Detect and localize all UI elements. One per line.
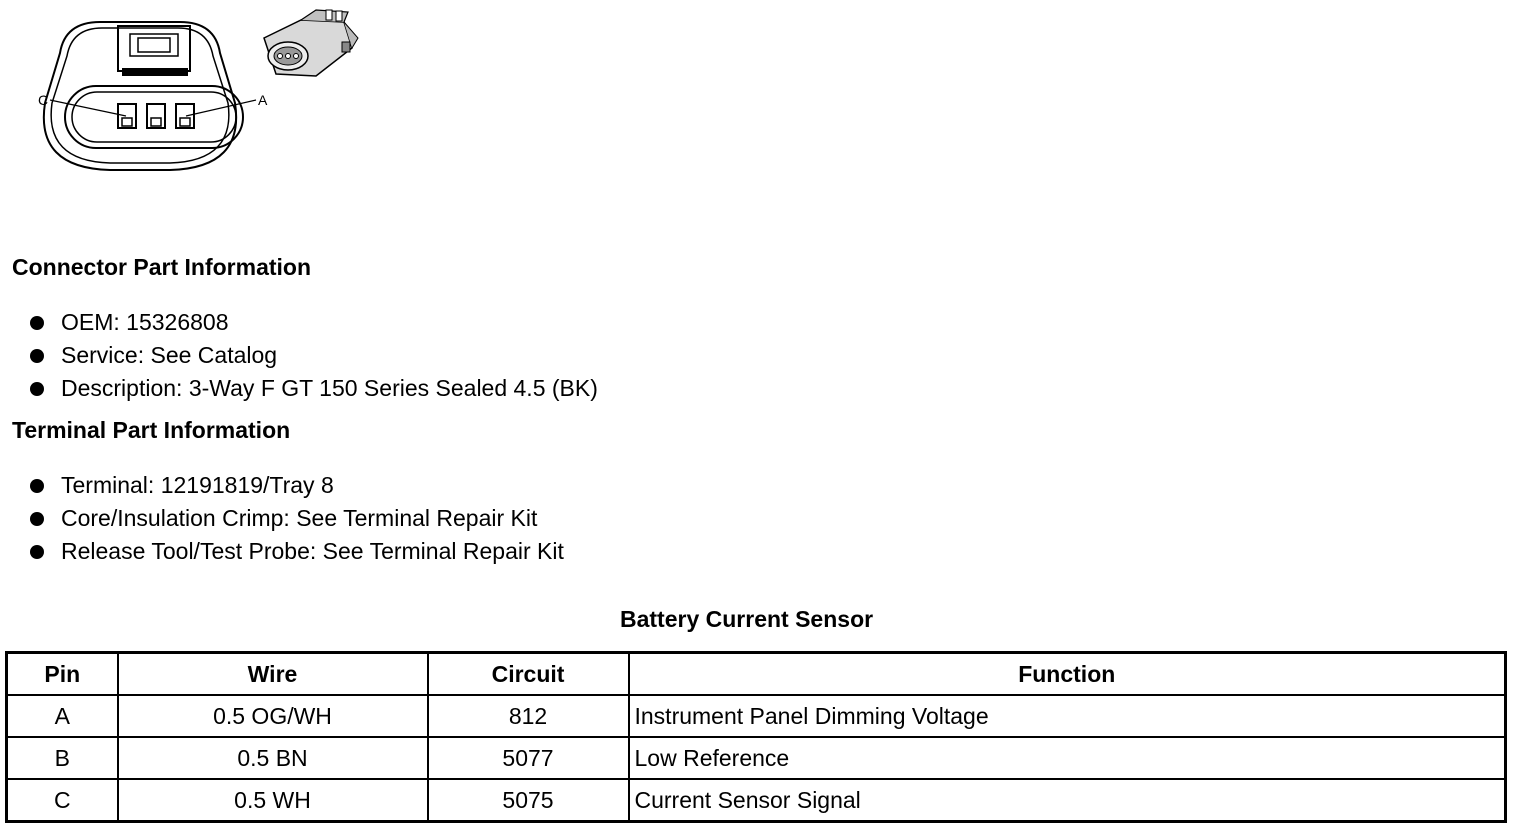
bullet-icon — [30, 316, 44, 330]
column-header-pin: Pin — [7, 653, 118, 696]
list-item: Core/Insulation Crimp: See Terminal Repair Kit — [28, 502, 564, 535]
pinout-table — [5, 651, 1507, 823]
pin-cell: B — [7, 737, 118, 779]
bullet-icon — [30, 479, 44, 493]
table-row — [7, 737, 1506, 779]
bullet-icon — [30, 512, 44, 526]
function-cell: Low Reference — [629, 737, 1506, 779]
pin-cell: A — [7, 695, 118, 737]
connector-part-info-list — [28, 306, 598, 405]
table-title: Battery Current Sensor — [620, 606, 874, 632]
wire-cell: 0.5 BN — [118, 737, 428, 779]
terminal-cavities — [118, 104, 194, 128]
column-header-wire: Wire — [118, 653, 428, 696]
list-item: Terminal: 12191819/Tray 8 — [28, 469, 564, 502]
column-header-function: Function — [629, 653, 1506, 696]
bullet-icon — [30, 382, 44, 396]
function-cell: Instrument Panel Dimming Voltage — [629, 695, 1506, 737]
function-cell: Current Sensor Signal — [629, 779, 1506, 822]
list-item: Release Tool/Test Probe: See Terminal Repair Kit — [28, 535, 564, 568]
connector-face-diagram — [30, 8, 268, 178]
circuit-cell: 5077 — [428, 737, 629, 779]
connector-part-info-heading: Connector Part Information — [12, 254, 312, 280]
bullet-icon — [30, 349, 44, 363]
list-item: Service: See Catalog — [28, 339, 598, 372]
bullet-icon — [30, 545, 44, 559]
pin-cell: C — [7, 779, 118, 822]
pin-label-a: A — [258, 92, 268, 108]
wire-cell: 0.5 OG/WH — [118, 695, 428, 737]
circuit-cell: 5075 — [428, 779, 629, 822]
pin-label-c: C — [38, 92, 49, 108]
wire-cell: 0.5 WH — [118, 779, 428, 822]
table-row — [7, 695, 1506, 737]
column-header-circuit: Circuit — [428, 653, 629, 696]
list-item: OEM: 15326808 — [28, 306, 598, 339]
table-row — [7, 779, 1506, 822]
list-item: Description: 3-Way F GT 150 Series Sealed 4.5 (BK) — [28, 372, 598, 405]
connector-illustration — [256, 8, 366, 88]
terminal-part-info-heading: Terminal Part Information — [12, 417, 291, 443]
table-header-row — [7, 653, 1506, 696]
circuit-cell: 812 — [428, 695, 629, 737]
terminal-part-info-list — [28, 469, 564, 568]
